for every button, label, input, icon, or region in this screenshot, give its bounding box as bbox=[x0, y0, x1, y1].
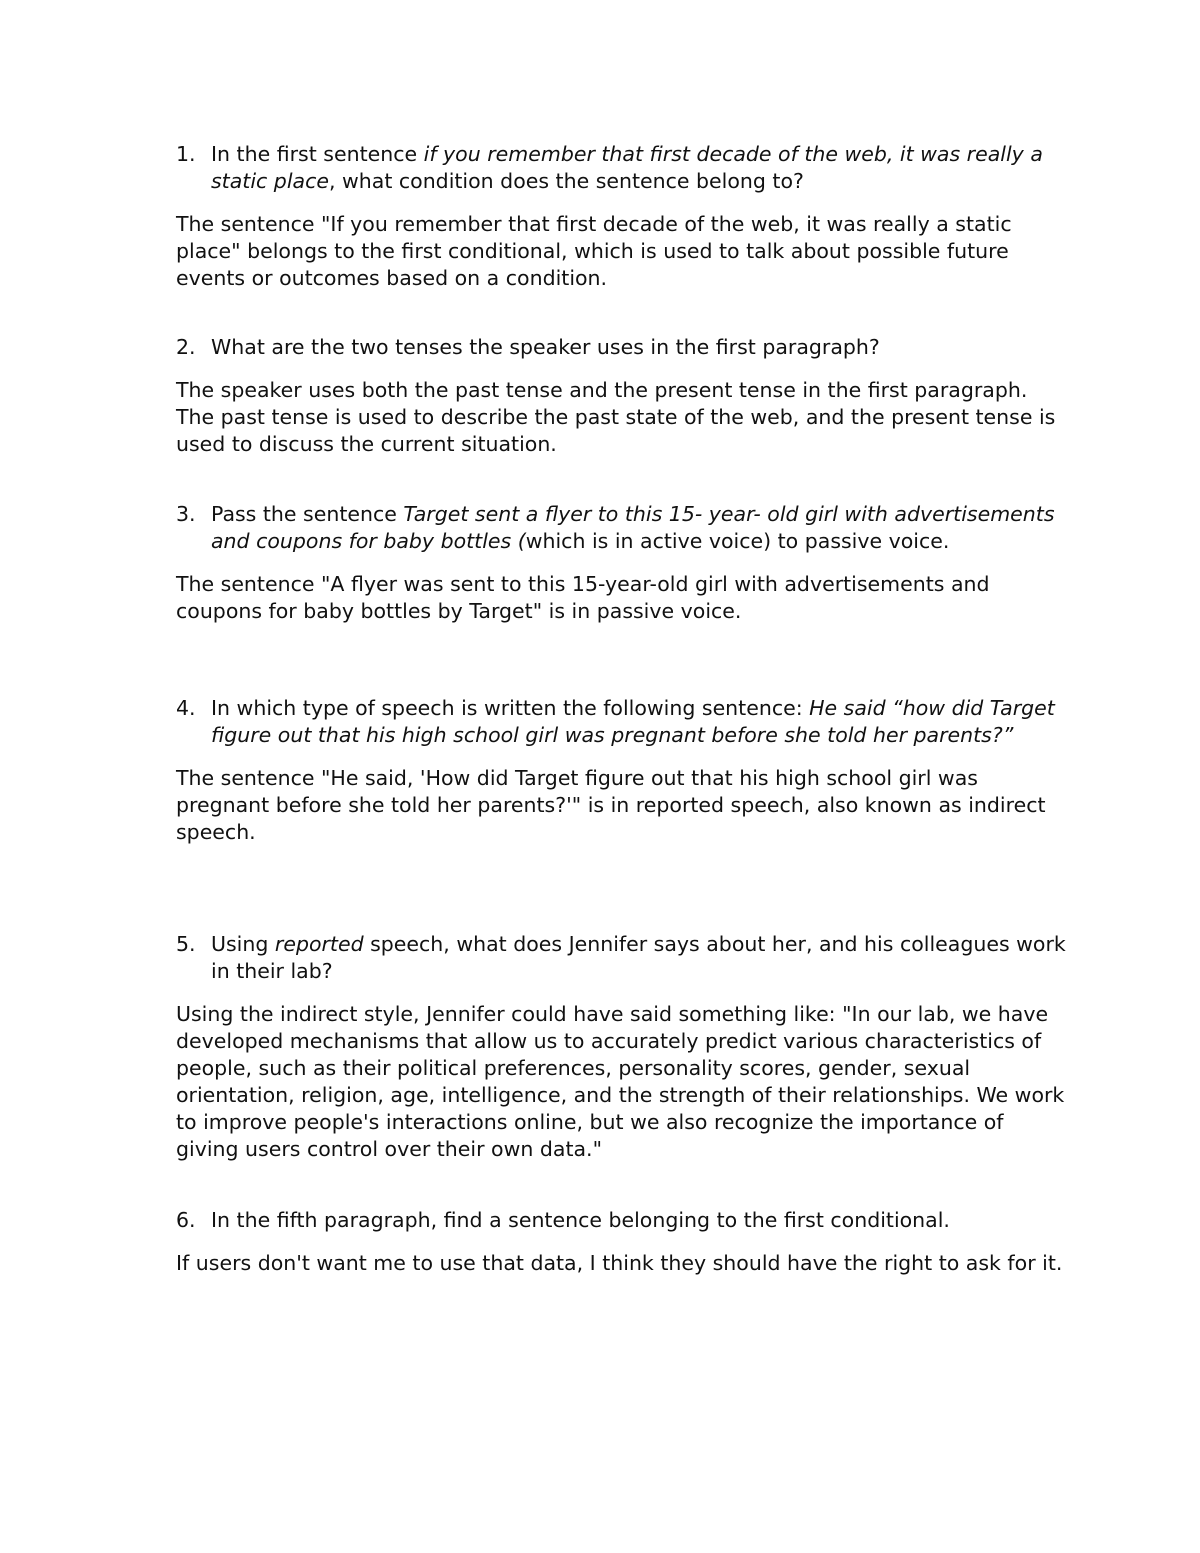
question-number: 2. bbox=[176, 335, 196, 359]
qa-item-2 bbox=[176, 334, 1066, 458]
question-number: 6. bbox=[176, 1208, 196, 1232]
question-quote: if you remember that first decade of the web, it was really a static place bbox=[211, 142, 1043, 193]
question-text: Pass the sentence bbox=[211, 502, 404, 526]
qa-item-1 bbox=[176, 141, 1066, 292]
question-text-end: speech, what does Jennifer says about her, and his colleagues work in their lab? bbox=[211, 932, 1066, 983]
question-number: 1. bbox=[176, 142, 196, 166]
question-quote: He said “how did Target figure out that his high school girl was pregnant before she told her parents?” bbox=[211, 696, 1055, 747]
answer-5: Using the indirect style, Jennifer could have said something like: "In our lab, we have developed mechanisms that allow us to accurately predict various characteristics of people, such as their political preferences, personality scores, gender, sexual orientation, religion, age, intelligence, and the strength of their relationships. We work to improve people's interactions online, but we also recognize the importance of giving users control over their own data." bbox=[176, 1002, 1065, 1161]
qa-item-6 bbox=[176, 1207, 1066, 1277]
question-6 bbox=[176, 1207, 1066, 1234]
question-text: In the fifth paragraph, find a sentence belonging to the first conditional. bbox=[211, 1208, 950, 1232]
question-text: What are the two tenses the speaker uses in the first paragraph? bbox=[211, 335, 880, 359]
question-5 bbox=[176, 931, 1066, 985]
qa-item-3 bbox=[176, 501, 1066, 625]
question-1 bbox=[176, 141, 1066, 195]
question-text: Using bbox=[211, 932, 275, 956]
answer-6: If users don't want me to use that data, I think they should have the right to ask for it. bbox=[176, 1251, 1063, 1275]
question-quote: Target sent a flyer to this 15- year- old girl with advertisements and coupons for baby bottles ( bbox=[211, 502, 1055, 553]
question-text: In which type of speech is written the following sentence: bbox=[211, 696, 810, 720]
answer-2: The speaker uses both the past tense and the present tense in the first paragraph. The past tense is used to describe the past state of the web, and the present tense is used to discuss the current situation. bbox=[176, 378, 1056, 456]
answer-4: The sentence "He said, 'How did Target figure out that his high school girl was pregnant before she told her parents?'" is in reported speech, also known as indirect speech. bbox=[176, 766, 1046, 844]
question-number: 5. bbox=[176, 932, 196, 956]
qa-item-5 bbox=[176, 931, 1066, 1163]
question-text-end: which is in active voice) to passive voice. bbox=[525, 529, 950, 553]
qa-item-4 bbox=[176, 695, 1066, 846]
question-quote: reported bbox=[274, 932, 364, 956]
question-number: 4. bbox=[176, 696, 196, 720]
answer-3: The sentence "A flyer was sent to this 15-year-old girl with advertisements and coupons for baby bottles by Target" is in passive voice. bbox=[176, 572, 990, 623]
question-text-end: , what condition does the sentence belong to? bbox=[328, 169, 804, 193]
question-4 bbox=[176, 695, 1066, 749]
question-3 bbox=[176, 501, 1066, 555]
question-text: In the first sentence bbox=[211, 142, 424, 166]
question-number: 3. bbox=[176, 502, 196, 526]
answer-1: The sentence "If you remember that first decade of the web, it was really a static place" belongs to the first conditional, which is used to talk about possible future events or outcomes based on a condition. bbox=[176, 212, 1012, 290]
question-2 bbox=[176, 334, 1066, 361]
